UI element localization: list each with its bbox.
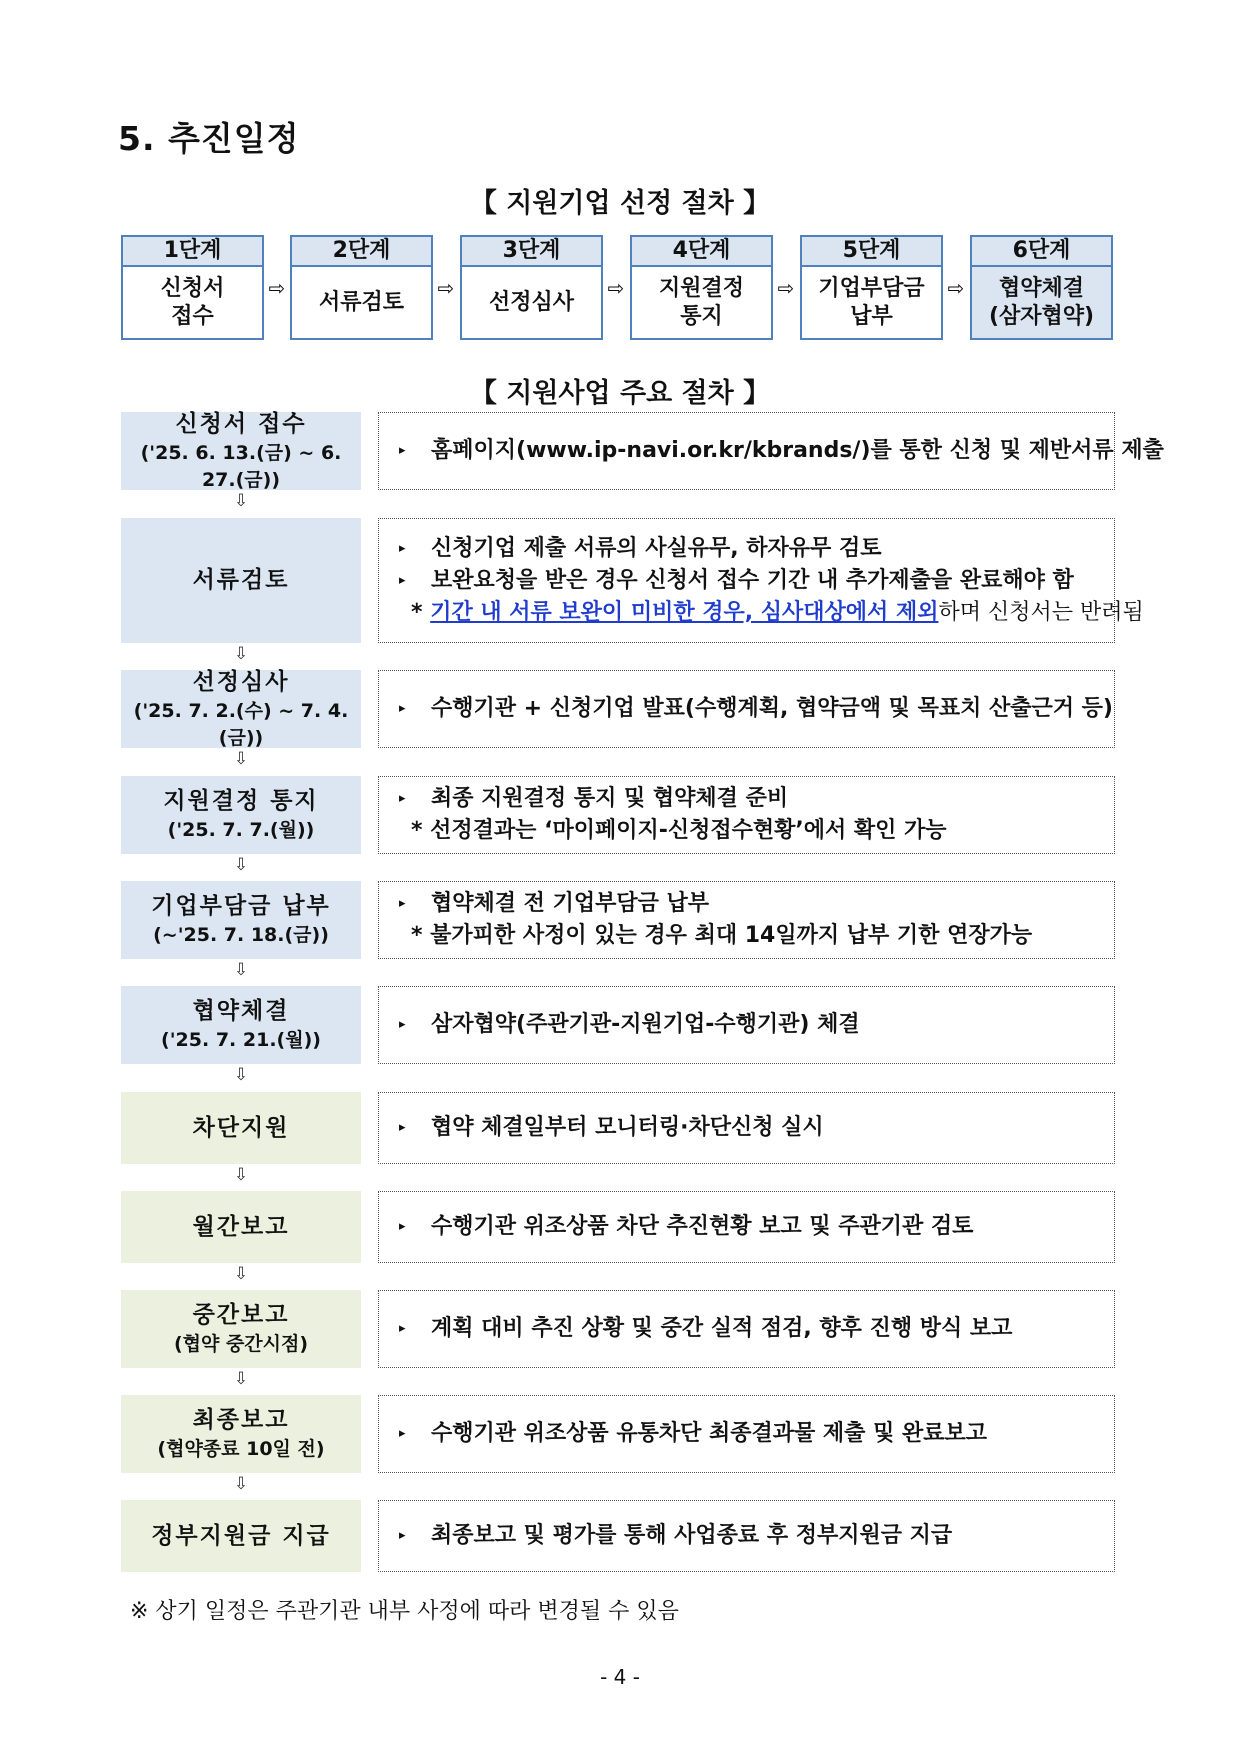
procedure-date: ('25. 7. 7.(월)) xyxy=(167,819,315,841)
procedure-date: ('25. 7. 2.(수) ~ 7. 4.(금)) xyxy=(133,699,349,749)
stage-5 xyxy=(800,235,943,340)
procedure-detail-final-report xyxy=(378,1395,1115,1473)
detail-text: 최종보고 및 평가를 통해 사업종료 후 정부지원금 지급 xyxy=(431,1523,953,1548)
stage-name: 지원결정 통지 xyxy=(658,275,744,329)
stage-step: 4단계 xyxy=(632,237,771,267)
stage-step: 6단계 xyxy=(972,237,1111,267)
detail-line xyxy=(399,783,1114,815)
procedure-detail-company-payment xyxy=(378,881,1115,959)
procedure-label-government-subsidy xyxy=(121,1500,361,1572)
stage-name: 협약체결 (삼자협약) xyxy=(972,267,1111,338)
procedure-label-application xyxy=(121,412,361,490)
bullet-triangle-icon: ▸ xyxy=(399,701,406,716)
detail-line xyxy=(399,1112,1114,1144)
detail-text: 계획 대비 추진 상황 및 중간 실적 점검, 향후 진행 방식 보고 xyxy=(431,1316,1013,1341)
procedure-label-blocking-support xyxy=(121,1092,361,1164)
detail-line xyxy=(399,435,1164,467)
down-arrow-icon: ⇩ xyxy=(233,1065,249,1085)
procedure-name: 월간보고 xyxy=(192,1213,290,1240)
procedure-label-company-payment xyxy=(121,881,361,959)
detail-line xyxy=(399,565,1114,597)
procedure-detail-application xyxy=(378,412,1164,490)
bullet-triangle-icon: ▸ xyxy=(399,1528,406,1543)
down-arrow-icon: ⇩ xyxy=(233,491,249,511)
procedure-date: ('25. 7. 21.(월)) xyxy=(161,1029,321,1051)
procedure-detail-monthly-report xyxy=(378,1191,1115,1263)
stage-step: 2단계 xyxy=(292,237,431,267)
detail-text: 협약체결 전 기업부담금 납부 xyxy=(431,891,710,916)
stage-1 xyxy=(121,235,264,340)
procedure-date: (협약 중간시점) xyxy=(173,1333,309,1355)
right-arrow-icon: ⇨ xyxy=(607,276,625,300)
detail-line xyxy=(399,1520,1114,1552)
stage-name: 기업부담금 납부 xyxy=(818,275,925,329)
procedure-label-agreement xyxy=(121,986,361,1064)
detail-text: 수행기관 + 신청기업 발표(수행계획, 협약금액 및 목표치 산출근거 등) xyxy=(431,696,1113,721)
bullet-triangle-icon: ▸ xyxy=(399,1120,406,1135)
stage-3 xyxy=(460,235,603,340)
procedure-name: 선정심사 xyxy=(192,668,290,695)
stage-2 xyxy=(290,235,433,340)
detail-line xyxy=(399,1211,1114,1243)
page-number: - 4 - xyxy=(600,1665,640,1689)
stage-step: 1단계 xyxy=(123,237,262,267)
stage-step: 5단계 xyxy=(802,237,941,267)
detail-text: 최종 지원결정 통지 및 협약체결 준비 xyxy=(431,786,789,811)
detail-line xyxy=(399,1418,1114,1450)
procedure-date: (~'25. 7. 18.(금)) xyxy=(153,924,329,946)
procedure-label-document-review xyxy=(121,518,361,643)
schedule-footnote: ※ 상기 일정은 주관기관 내부 사정에 따라 변경될 수 있음 xyxy=(130,1599,679,1624)
bullet-triangle-icon: ▸ xyxy=(399,1219,406,1234)
detail-text: 협약 체결일부터 모니터링·차단신청 실시 xyxy=(431,1115,824,1140)
bullet-triangle-icon: ▸ xyxy=(399,1017,406,1032)
procedure-name: 중간보고 xyxy=(192,1302,290,1328)
detail-text: 수행기관 위조상품 유통차단 최종결과물 제출 및 완료보고 xyxy=(431,1421,988,1446)
bullet-triangle-icon: ▸ xyxy=(399,791,406,806)
down-arrow-icon: ⇩ xyxy=(233,960,249,980)
bullet-triangle-icon: ▸ xyxy=(399,896,406,911)
procedure-name: 차단지원 xyxy=(192,1114,290,1141)
detail-text: 보완요청을 받은 경우 신청서 접수 기간 내 추가제출을 완료해야 함 xyxy=(431,567,1074,593)
right-arrow-icon: ⇨ xyxy=(777,276,795,300)
stage-name: 선정심사 xyxy=(488,289,574,315)
down-arrow-icon: ⇩ xyxy=(233,1369,249,1389)
main-procedure-heading: 【 지원사업 주요 절차 】 xyxy=(469,378,771,409)
selection-procedure-heading: 【 지원기업 선정 절차 】 xyxy=(469,188,771,219)
stage-step: 3단계 xyxy=(462,237,601,267)
stage-4 xyxy=(630,235,773,340)
detail-note: * 불가피한 사정이 있는 경우 최대 14일까지 납부 기한 연장가능 xyxy=(411,923,1033,948)
bullet-triangle-icon: ▸ xyxy=(399,443,406,458)
detail-text: 삼자협약(주관기관-지원기업-수행기관) 체결 xyxy=(431,1012,860,1037)
down-arrow-icon: ⇩ xyxy=(233,749,249,769)
procedure-name: 서류검토 xyxy=(192,567,290,593)
procedure-detail-decision-notice xyxy=(378,776,1115,854)
right-arrow-icon: ⇨ xyxy=(947,276,965,300)
note-text: 하며 신청서는 반려됨 xyxy=(938,599,1144,625)
bullet-triangle-icon: ▸ xyxy=(399,540,406,556)
right-arrow-icon: ⇨ xyxy=(437,276,455,300)
exclusion-notice-link[interactable]: 기간 내 서류 보완이 미비한 경우, 심사대상에서 제외 xyxy=(430,599,939,625)
stage-name: 신청서 접수 xyxy=(160,275,225,329)
detail-text: 신청기업 제출 서류의 사실유무, 하자유무 검토 xyxy=(431,535,882,561)
bullet-triangle-icon: ▸ xyxy=(399,572,406,588)
detail-text: 수행기관 위조상품 차단 추진현황 보고 및 주관기관 검토 xyxy=(431,1214,974,1239)
procedure-name: 신청서 접수 xyxy=(175,410,307,437)
procedure-name: 협약체결 xyxy=(192,998,290,1024)
detail-note xyxy=(399,597,1144,629)
stage-6 xyxy=(970,235,1113,340)
down-arrow-icon: ⇩ xyxy=(233,1474,249,1494)
procedure-detail-blocking-support xyxy=(378,1092,1115,1164)
procedure-detail-selection-review xyxy=(378,670,1115,748)
procedure-label-final-report xyxy=(121,1395,361,1473)
procedure-label-decision-notice xyxy=(121,776,361,854)
detail-line xyxy=(399,533,1114,565)
right-arrow-icon: ⇨ xyxy=(268,276,286,300)
procedure-detail-document-review xyxy=(378,518,1144,643)
down-arrow-icon: ⇩ xyxy=(233,1165,249,1185)
procedure-detail-agreement xyxy=(378,986,1115,1064)
procedure-name: 기업부담금 납부 xyxy=(151,893,331,919)
bullet-triangle-icon: ▸ xyxy=(399,1321,406,1336)
down-arrow-icon: ⇩ xyxy=(233,1264,249,1284)
procedure-date: ('25. 6. 13.(금) ~ 6. 27.(금)) xyxy=(140,441,342,491)
procedure-label-selection-review xyxy=(121,670,361,748)
procedure-detail-interim-report xyxy=(378,1290,1115,1368)
detail-line xyxy=(399,888,1114,920)
down-arrow-icon: ⇩ xyxy=(233,855,249,875)
procedure-label-interim-report xyxy=(121,1290,361,1368)
procedure-label-monthly-report xyxy=(121,1191,361,1263)
stage-name: 서류검토 xyxy=(318,289,404,315)
procedure-name: 지원결정 통지 xyxy=(163,788,319,814)
procedure-name: 최종보고 xyxy=(192,1407,290,1433)
detail-line xyxy=(399,1009,1114,1041)
detail-note: * 선정결과는 ‘마이페이지-신청접수현황’에서 확인 가능 xyxy=(411,818,947,843)
note-marker: * xyxy=(411,599,423,625)
procedure-detail-government-subsidy xyxy=(378,1500,1115,1572)
bullet-triangle-icon: ▸ xyxy=(399,1426,406,1441)
procedure-date: (협약종료 10일 전) xyxy=(157,1438,325,1460)
detail-line xyxy=(399,693,1114,725)
detail-line xyxy=(399,1313,1114,1345)
detail-text: 홈페이지(www.ip-navi.or.kr/kbrands/)를 통한 신청 및 제반서류 제출 xyxy=(431,438,1164,463)
section-title: 5. 추진일정 xyxy=(118,119,300,158)
procedure-name: 정부지원금 지급 xyxy=(151,1522,331,1549)
down-arrow-icon: ⇩ xyxy=(233,644,249,664)
